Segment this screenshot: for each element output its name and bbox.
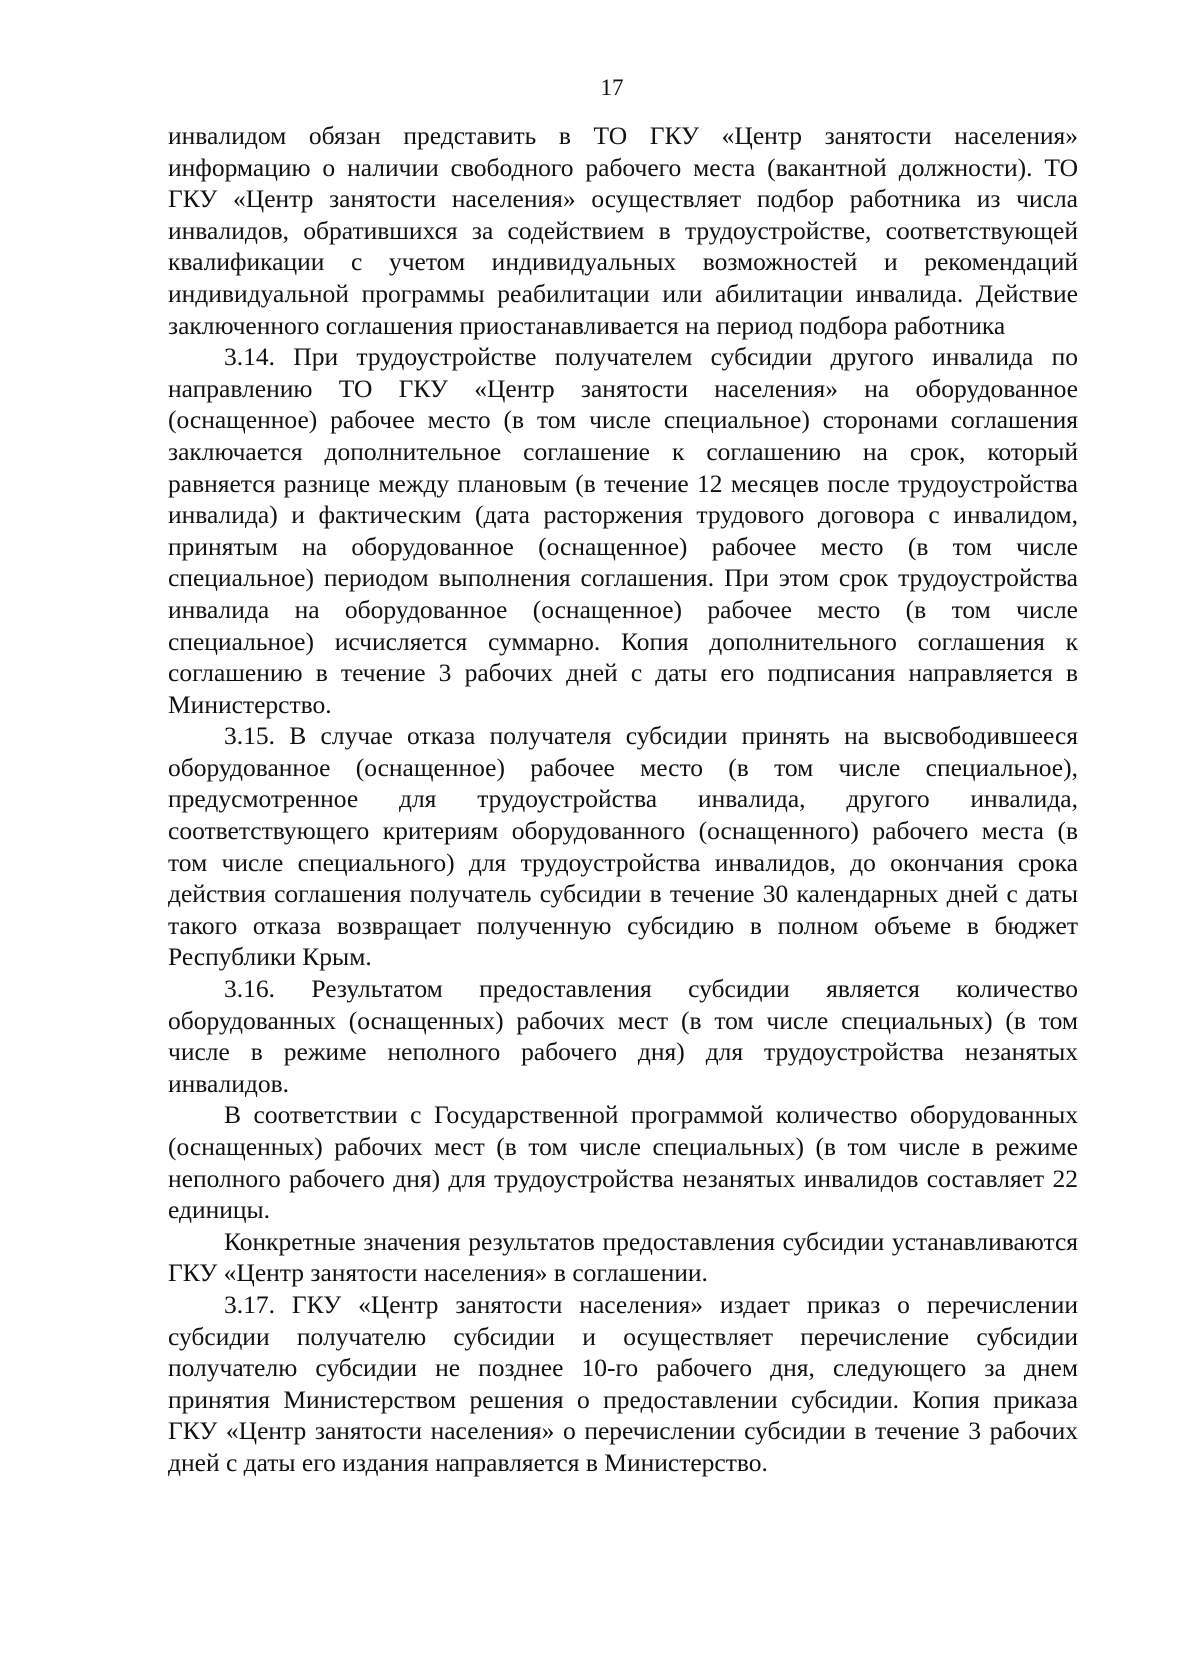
paragraph-specific-values: Конкретные значения результатов предоставления субсидии устанавливаются ГКУ «Центр занятости населения» в соглашении. bbox=[168, 1226, 1078, 1288]
page-number: 17 bbox=[600, 75, 624, 100]
paragraph-3-15: 3.15. В случае отказа получателя субсидии принять на высвободившееся оборудованное (оснащенное) рабочее место (в том числе специальное), предусмотренное для трудоустройства инвалида, другого инвалида, соответствующего критериям оборудованного (оснащенного) рабочего места (в том числе специального) для трудоустройства инвалидов, до окончания срока действия соглашения получатель субсидии в течение 30 календарных дней с даты такого отказа возвращает полученную субсидию в полном объеме в бюджет Республики Крым. bbox=[168, 721, 1078, 972]
paragraph-state-program: В соответствии с Государственной программой количество оборудованных (оснащенных) рабочих мест (в том числе специальных) (в том числе в режиме неполного рабочего дня) для трудоустройства незанятых инвалидов составляет 22 единицы. bbox=[168, 1100, 1078, 1225]
paragraph-3-17: 3.17. ГКУ «Центр занятости населения» издает приказ о перечислении субсидии получателю субсидии и осуществляет перечисление субсидии получателю субсидии не позднее 10-го рабочего дня, следующего за днем принятия Министерством решения о предоставлении субсидии. Копия приказа ГКУ «Центр занятости населения» о перечислении субсидии в течение 3 рабочих дней с даты его издания направляется в Министерство. bbox=[168, 1289, 1078, 1477]
paragraph-continuation: инвалидом обязан представить в ТО ГКУ «Центр занятости населения» информацию о наличии свободного рабочего места (вакантной должности). ТО ГКУ «Центр занятости населения» осуществляет подбор работника из числа инвалидов, обратившихся за содействием в трудоустройстве, соответствующей квалификации с учетом индивидуальных возможностей и рекомендаций индивидуальной программы реабилитации или абилитации инвалида. Действие заключенного соглашения приостанавливается на период подбора работника bbox=[168, 121, 1078, 340]
paragraph-3-16: 3.16. Результатом предоставления субсидии является количество оборудованных (оснащенных) рабочих мест (в том числе специальных) (в том числе в режиме неполного рабочего дня) для трудоустройства незанятых инвалидов. bbox=[168, 974, 1078, 1098]
document-body bbox=[168, 120, 1078, 1479]
paragraph-3-14: 3.14. При трудоустройстве получателем субсидии другого инвалида по направлению ТО ГКУ «Центр занятости населения» на оборудованное (оснащенное) рабочее место (в том числе специальное) сторонами соглашения заключается дополнительное соглашение к соглашению на срок, который равняется разнице между плановым (в течение 12 месяцев после трудоустройства инвалида) и фактическим (дата расторжения трудового договора с инвалидом, принятым на оборудованное (оснащенное) рабочее место (в том числе специальное) периодом выполнения соглашения. При этом срок трудоустройства инвалида на оборудованное (оснащенное) рабочее место (в том числе специальное) исчисляется суммарно. Копия дополнительного соглашения к соглашению в течение 3 рабочих дней с даты его подписания направляется в Министерство. bbox=[168, 342, 1078, 719]
